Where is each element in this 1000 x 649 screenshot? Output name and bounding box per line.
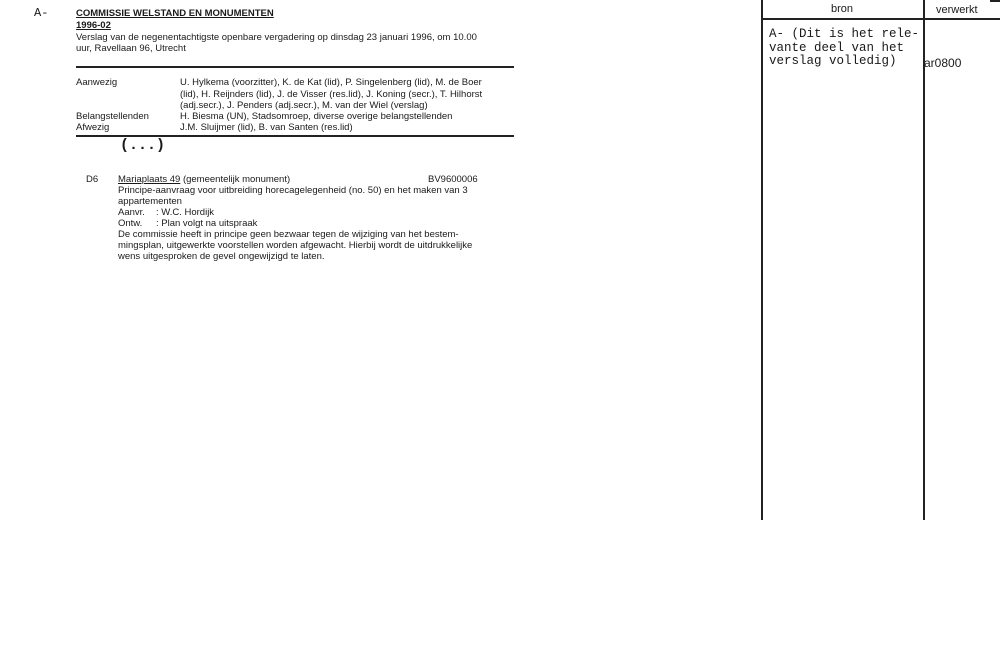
attendance-line: (adj.secr.), J. Penders (adj.secr.), M. van der Wiel (verslag) — [180, 100, 428, 111]
attendance-line: (lid), H. Reijnders (lid), J. de Visser (res.lid), J. Koning (secr.), T. Hilhorst — [180, 88, 483, 100]
ellipsis: (...) — [120, 137, 166, 154]
section-marker: A- — [34, 6, 49, 20]
item-designer — [118, 218, 257, 229]
table-border — [761, 0, 763, 520]
table-border — [923, 0, 925, 520]
source-note-line: A- (Dit is het rele- — [769, 27, 920, 41]
item-reference: BV9600006 — [428, 174, 478, 185]
attendance-label: Belangstellenden — [76, 111, 149, 122]
attendance-value — [180, 77, 482, 112]
item-description: Principe-aanvraag voor uitbreiding horecagelegenheid (no. 50) en het maken van 3 — [118, 185, 468, 196]
subtitle-line: Verslag van de negenentachtigste openbare vergadering op dinsdag 23 januari 1996, om 10.00 — [76, 32, 477, 43]
attendance-value: J.M. Sluijmer (lid), B. van Santen (res.lid) — [180, 122, 353, 133]
source-note-line: vante deel van het — [769, 40, 905, 55]
item-verdict: wens uitgesproken de gevel ongewijzigd te laten. — [118, 251, 325, 262]
item-code: D6 — [86, 174, 99, 185]
applicant-label: Aanvr. — [118, 207, 145, 218]
attendance-label: Aanwezig — [76, 77, 118, 88]
item-applicant — [118, 207, 214, 218]
applicant-value: : W.C. Hordijk — [156, 207, 215, 218]
subtitle-line: uur, Ravellaan 96, Utrecht — [76, 43, 186, 54]
attendance-line: U. Hylkema (voorzitter), K. de Kat (lid), P. Singelenberg (lid), M. de Boer — [180, 77, 482, 88]
processed-code: ar0800 — [924, 56, 962, 70]
item-verdict: De commissie heeft in principe geen bezwaar tegen de wijziging van het bestem- — [118, 229, 459, 240]
item-address: Mariaplaats 49 — [118, 174, 181, 185]
table-top-line — [990, 0, 1000, 2]
designer-label: Ontw. — [118, 218, 143, 229]
header-bron: bron — [831, 3, 854, 15]
table-header-line — [761, 18, 1000, 20]
item-verdict: mingsplan, uitgewerkte voorstellen worden afgewacht. Hierbij wordt de uitdrukkelijke — [118, 240, 473, 251]
attendance-label: Afwezig — [76, 122, 110, 133]
divider — [76, 66, 514, 68]
report-number: 1996-02 — [76, 20, 111, 31]
attendance-value: H. Biesma (UN), Stadsomroep, diverse overige belangstellenden — [180, 111, 453, 122]
item-description: appartementen — [118, 196, 182, 207]
header-verwerkt: verwerkt — [936, 4, 978, 16]
item-address-note: (gemeentelijk monument) — [182, 174, 291, 185]
source-note — [769, 28, 919, 69]
item-heading — [118, 174, 290, 185]
designer-value: : Plan volgt na uitspraak — [156, 218, 258, 229]
source-note-line: verslag volledig) — [769, 54, 897, 68]
org-title: COMMISSIE WELSTAND EN MONUMENTEN — [76, 8, 274, 19]
